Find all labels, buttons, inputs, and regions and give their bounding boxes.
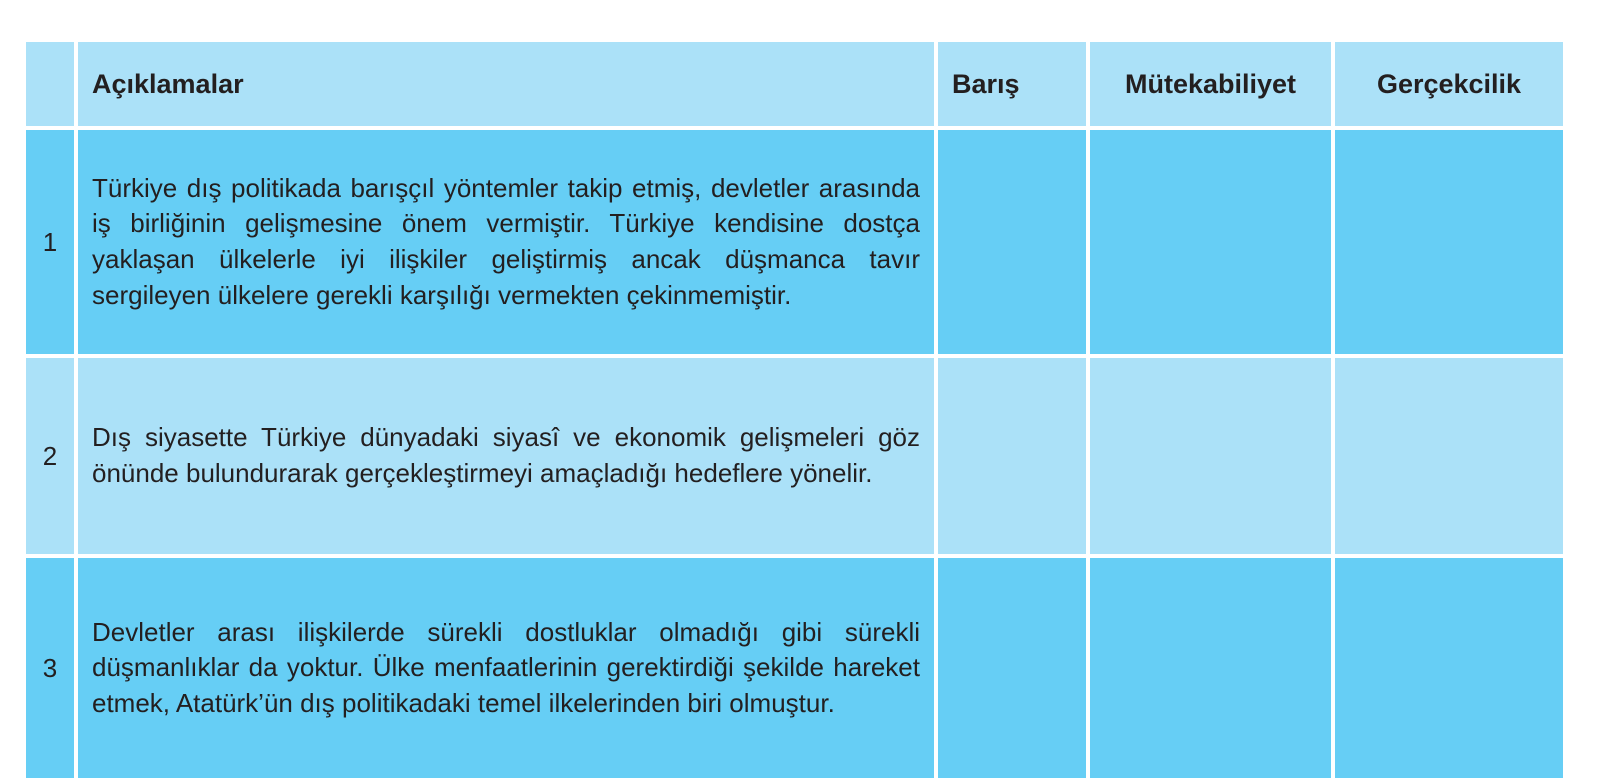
- table-row: [24, 556, 1565, 780]
- answer-cell-reciprocity[interactable]: [1088, 356, 1333, 556]
- answer-cell-realism[interactable]: [1333, 128, 1565, 356]
- header-reciprocity: Mütekabiliyet: [1088, 40, 1333, 128]
- answer-cell-reciprocity[interactable]: [1088, 128, 1333, 356]
- row-number: 2: [24, 356, 76, 556]
- answer-cell-peace[interactable]: [936, 556, 1088, 780]
- row-description: Dış siyasette Türkiye dünyadaki siyasî ve ekonomik gelişmeleri göz önünde bulundurarak gerçekleştirmeyi amaçladığı hedeflere yönelir.: [76, 356, 936, 556]
- answer-cell-reciprocity[interactable]: [1088, 556, 1333, 780]
- answer-cell-realism[interactable]: [1333, 556, 1565, 780]
- header-number: [24, 40, 76, 128]
- table-header-row: [24, 40, 1565, 128]
- answer-cell-peace[interactable]: [936, 128, 1088, 356]
- table-row: [24, 128, 1565, 356]
- row-description: Devletler arası ilişkilerde sürekli dostluklar olmadığı gibi sürekli düşmanlıklar da yoktur. Ülke menfaatlerinin gerektirdiği şekilde hareket etmek, Atatürk’ün dış politikadaki temel ilkelerinden biri olmuştur.: [76, 556, 936, 780]
- header-realism: Gerçekcilik: [1333, 40, 1565, 128]
- row-number: 1: [24, 128, 76, 356]
- row-number: 3: [24, 556, 76, 780]
- header-descriptions: Açıklamalar: [76, 40, 936, 128]
- answer-cell-peace[interactable]: [936, 356, 1088, 556]
- answer-cell-realism[interactable]: [1333, 356, 1565, 556]
- foreign-policy-principles-table: [22, 38, 1567, 782]
- table-row: [24, 356, 1565, 556]
- principles-table-container: [22, 38, 1563, 782]
- header-peace: Barış: [936, 40, 1088, 128]
- row-description: Türkiye dış politikada barışçıl yöntemler takip etmiş, devletler arasında iş birliğinin gelişmesine önem vermiştir. Türkiye kendisine dostça yaklaşan ülkelerle iyi ilişkiler geliştirmiş ancak düşmanca tavır sergileyen ülkelere gerekli karşılığı vermekten çekinmemiştir.: [76, 128, 936, 356]
